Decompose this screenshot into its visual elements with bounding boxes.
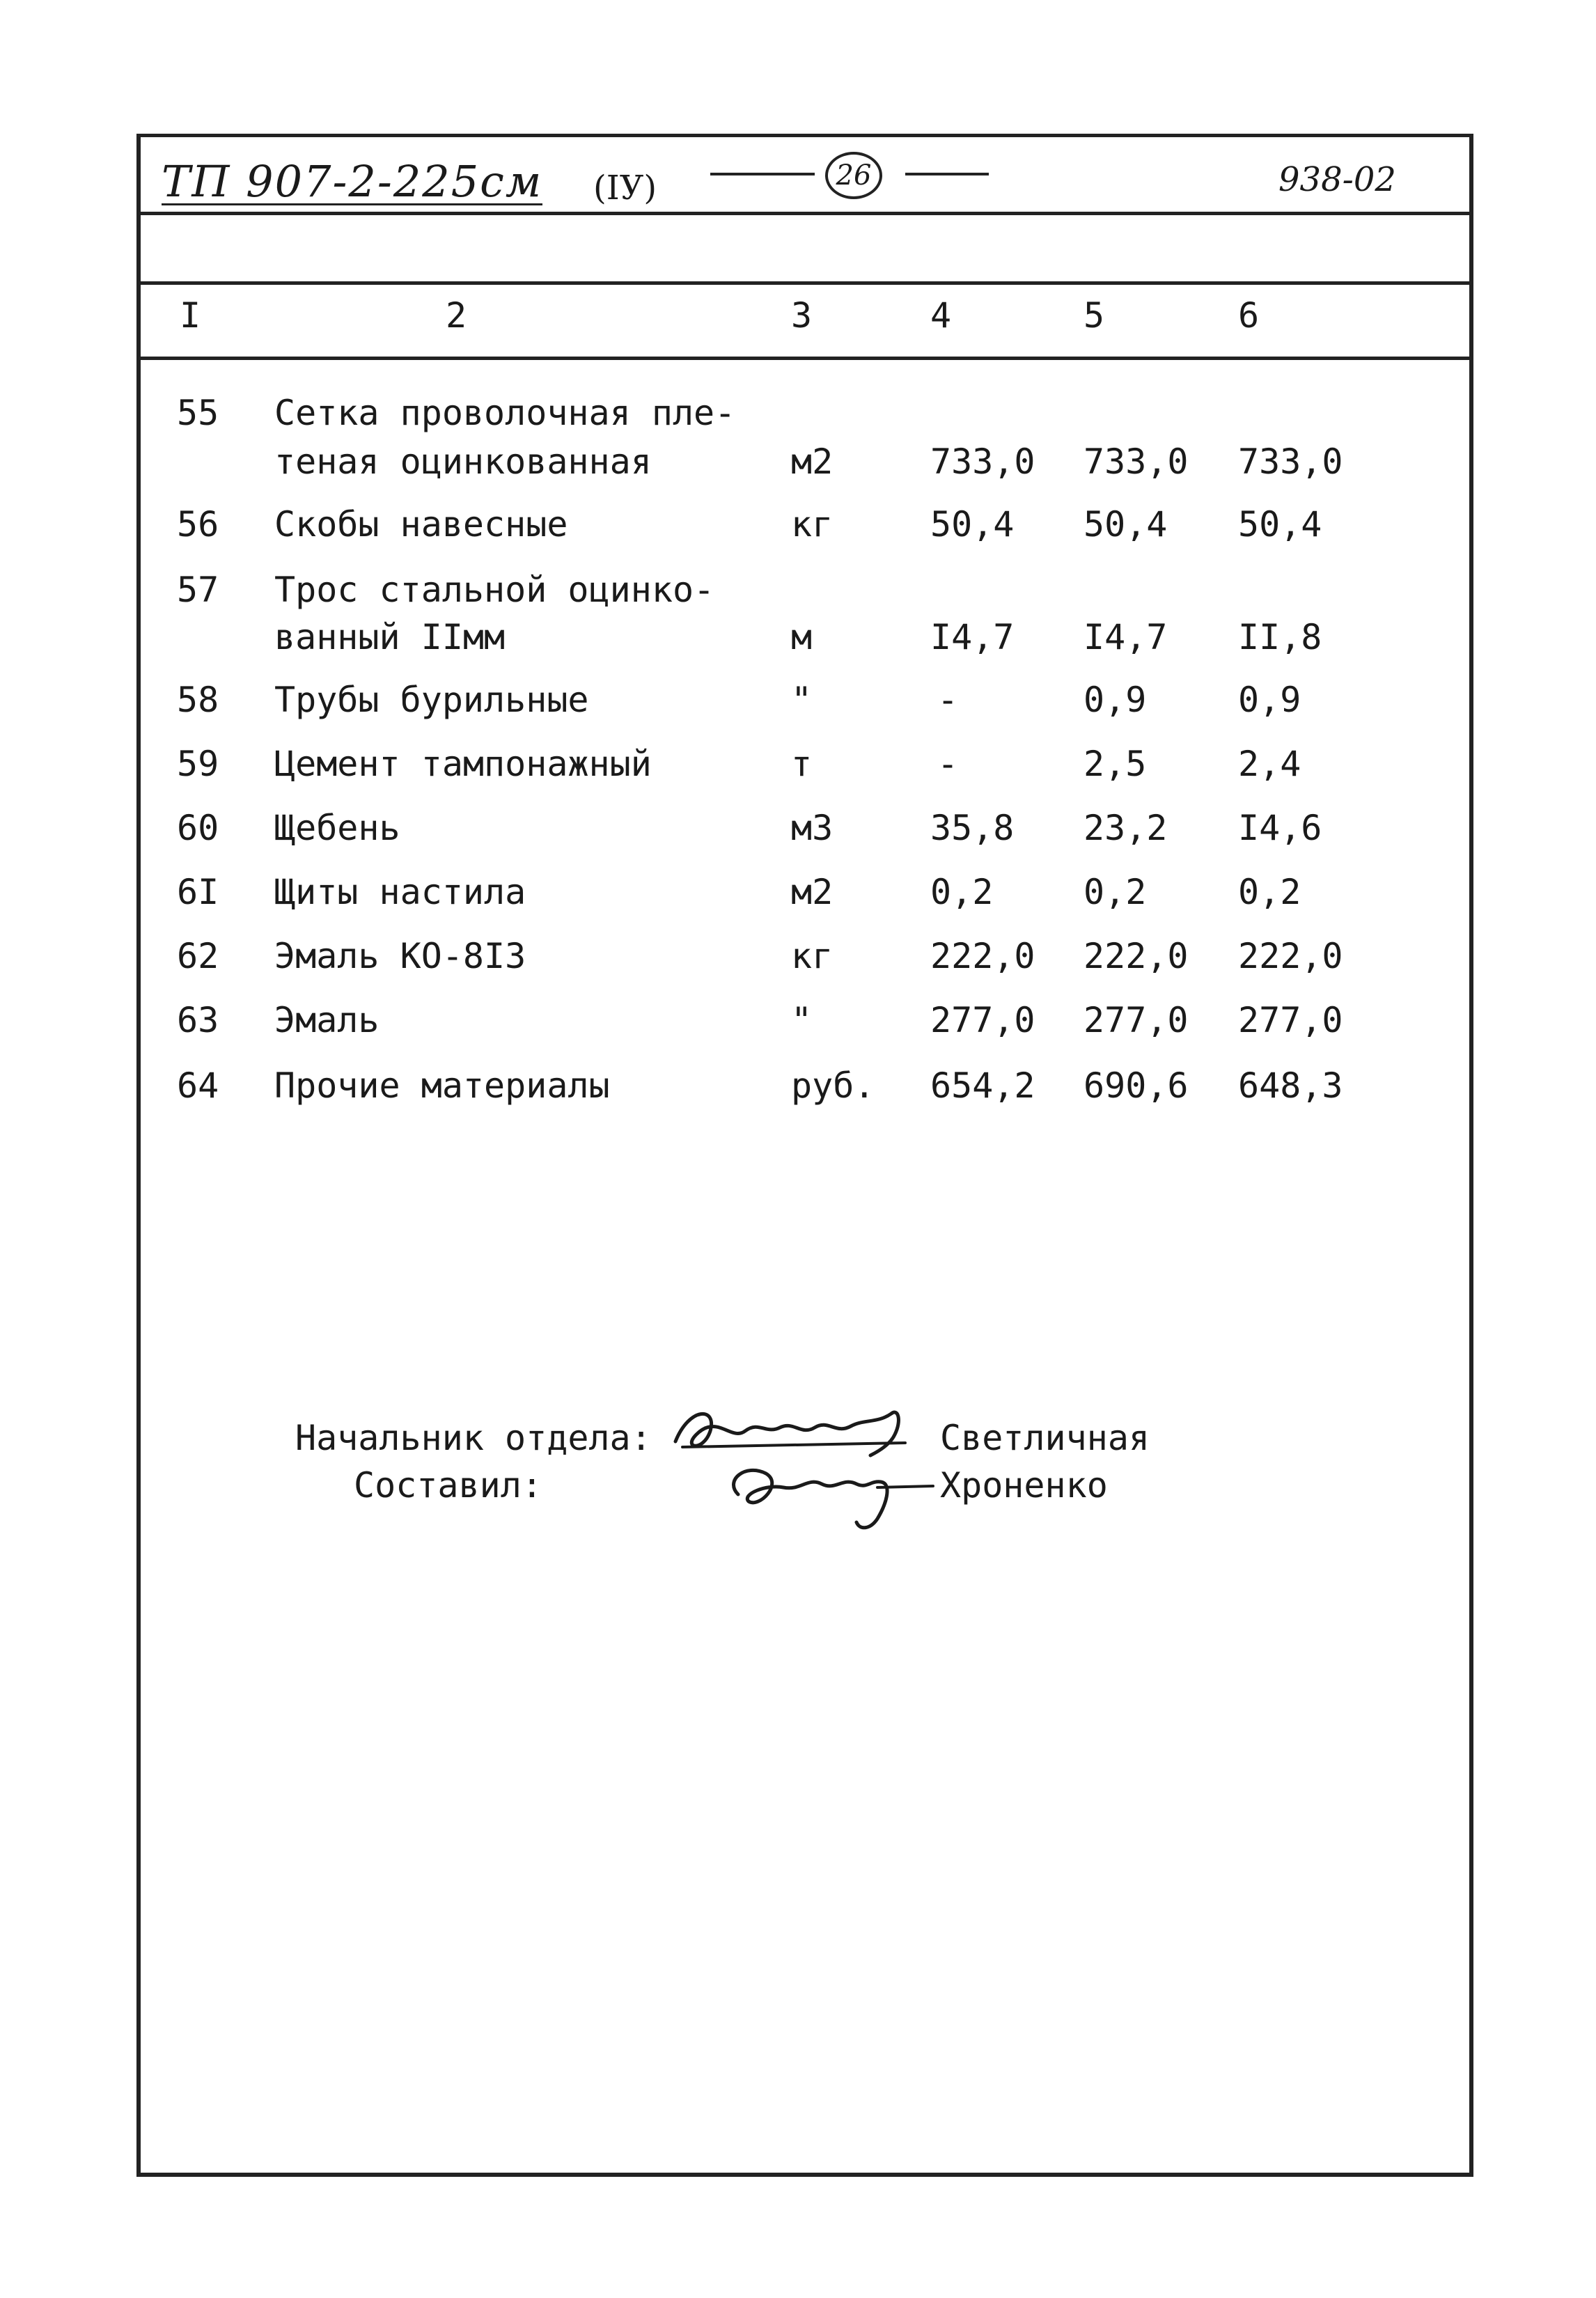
document-code <box>162 156 542 207</box>
row-name-line: ванный IIмм <box>274 617 506 657</box>
header-divider <box>136 212 1473 215</box>
row-name-line: Щиты настила <box>274 872 526 912</box>
row-name-line: Эмаль КО-8I3 <box>274 936 526 976</box>
column-header-bottom-line <box>136 357 1473 360</box>
row-name-line: Трос стальной оцинко- <box>274 570 715 610</box>
row-name-line: Цемент тампонажный <box>274 744 652 784</box>
row-number: 60 <box>177 808 219 848</box>
row-value-col6: 50,4 <box>1238 504 1322 545</box>
document-code-underline <box>162 203 542 205</box>
row-name-line: Сетка проволочная пле- <box>274 393 736 433</box>
row-value-col5: 23,2 <box>1083 808 1168 848</box>
row-number: 57 <box>177 570 219 610</box>
row-number: 56 <box>177 504 219 545</box>
row-value-col4: 35,8 <box>930 808 1015 848</box>
compiler-name: Хроненко <box>940 1465 1108 1506</box>
row-name-line: теная оцинкованная <box>274 441 652 482</box>
row-value-col6: II,8 <box>1238 617 1322 657</box>
column-header-5: 5 <box>1083 295 1105 336</box>
row-value-col6: 0,2 <box>1238 872 1301 912</box>
row-value-col6: 222,0 <box>1238 936 1343 976</box>
row-value-col6: 648,3 <box>1238 1065 1343 1106</box>
row-number: 62 <box>177 936 219 976</box>
row-value-col4: 654,2 <box>930 1065 1035 1106</box>
page-number-dash-right <box>905 173 989 175</box>
page-number-mark <box>710 152 989 201</box>
document-code-text: ТП 907-2-225см <box>162 156 543 207</box>
row-value-col5: 50,4 <box>1083 504 1168 545</box>
row-value-col5: 222,0 <box>1083 936 1189 976</box>
row-name-line: Эмаль <box>274 1000 380 1040</box>
row-value-col4: 0,2 <box>930 872 994 912</box>
row-value-col4: 277,0 <box>930 1000 1035 1040</box>
row-value-col5: 2,5 <box>1083 744 1147 784</box>
row-value-col4: - <box>937 680 959 720</box>
column-header-6: 6 <box>1238 295 1260 336</box>
row-name-line: Прочие материалы <box>274 1065 610 1106</box>
row-value-col5: 733,0 <box>1083 441 1189 482</box>
row-unit: кг <box>791 936 834 976</box>
row-unit: " <box>791 1000 813 1040</box>
row-value-col5: 0,2 <box>1083 872 1147 912</box>
row-number: 6I <box>177 872 219 912</box>
head-of-department-label: Начальник отдела: <box>295 1418 652 1458</box>
page-number-dash-left <box>710 173 815 175</box>
column-header-top-line <box>136 281 1473 285</box>
column-header-3: 3 <box>791 295 813 336</box>
row-unit: руб. <box>791 1065 875 1106</box>
row-value-col4: 733,0 <box>930 441 1035 482</box>
row-unit: м3 <box>791 808 834 848</box>
row-number: 58 <box>177 680 219 720</box>
compiler-label: Составил: <box>354 1465 542 1506</box>
row-value-col4: - <box>937 744 959 784</box>
row-unit: " <box>791 680 813 720</box>
row-number: 64 <box>177 1065 219 1106</box>
row-unit: т <box>791 744 813 784</box>
row-number: 55 <box>177 393 219 433</box>
row-value-col4: I4,7 <box>930 617 1015 657</box>
row-value-col4: 50,4 <box>930 504 1015 545</box>
row-unit: м2 <box>791 441 834 482</box>
page-number: 26 <box>825 152 882 199</box>
row-name-line: Трубы бурильные <box>274 680 589 720</box>
row-value-col5: I4,7 <box>1083 617 1168 657</box>
head-of-department-name: Светличная <box>940 1418 1150 1458</box>
document-part: (IУ) <box>593 169 657 208</box>
row-value-col6: 0,9 <box>1238 680 1301 720</box>
row-value-col6: I4,6 <box>1238 808 1322 848</box>
row-value-col4: 222,0 <box>930 936 1035 976</box>
row-number: 59 <box>177 744 219 784</box>
column-header-2: 2 <box>446 295 467 336</box>
row-value-col5: 277,0 <box>1083 1000 1189 1040</box>
column-header-1: I <box>180 295 201 336</box>
row-unit: м <box>791 617 813 657</box>
row-value-col5: 690,6 <box>1083 1065 1189 1106</box>
row-name-line: Щебень <box>274 808 400 848</box>
row-unit: м2 <box>791 872 834 912</box>
row-value-col6: 277,0 <box>1238 1000 1343 1040</box>
page-frame <box>136 134 1473 2177</box>
row-value-col6: 733,0 <box>1238 441 1343 482</box>
sheet-id: 938-02 <box>1278 160 1396 199</box>
row-number: 63 <box>177 1000 219 1040</box>
row-value-col5: 0,9 <box>1083 680 1147 720</box>
row-name-line: Скобы навесные <box>274 504 568 545</box>
row-unit: кг <box>791 504 834 545</box>
row-value-col6: 2,4 <box>1238 744 1301 784</box>
compiler-signature-icon <box>717 1453 940 1536</box>
column-header-4: 4 <box>930 295 952 336</box>
